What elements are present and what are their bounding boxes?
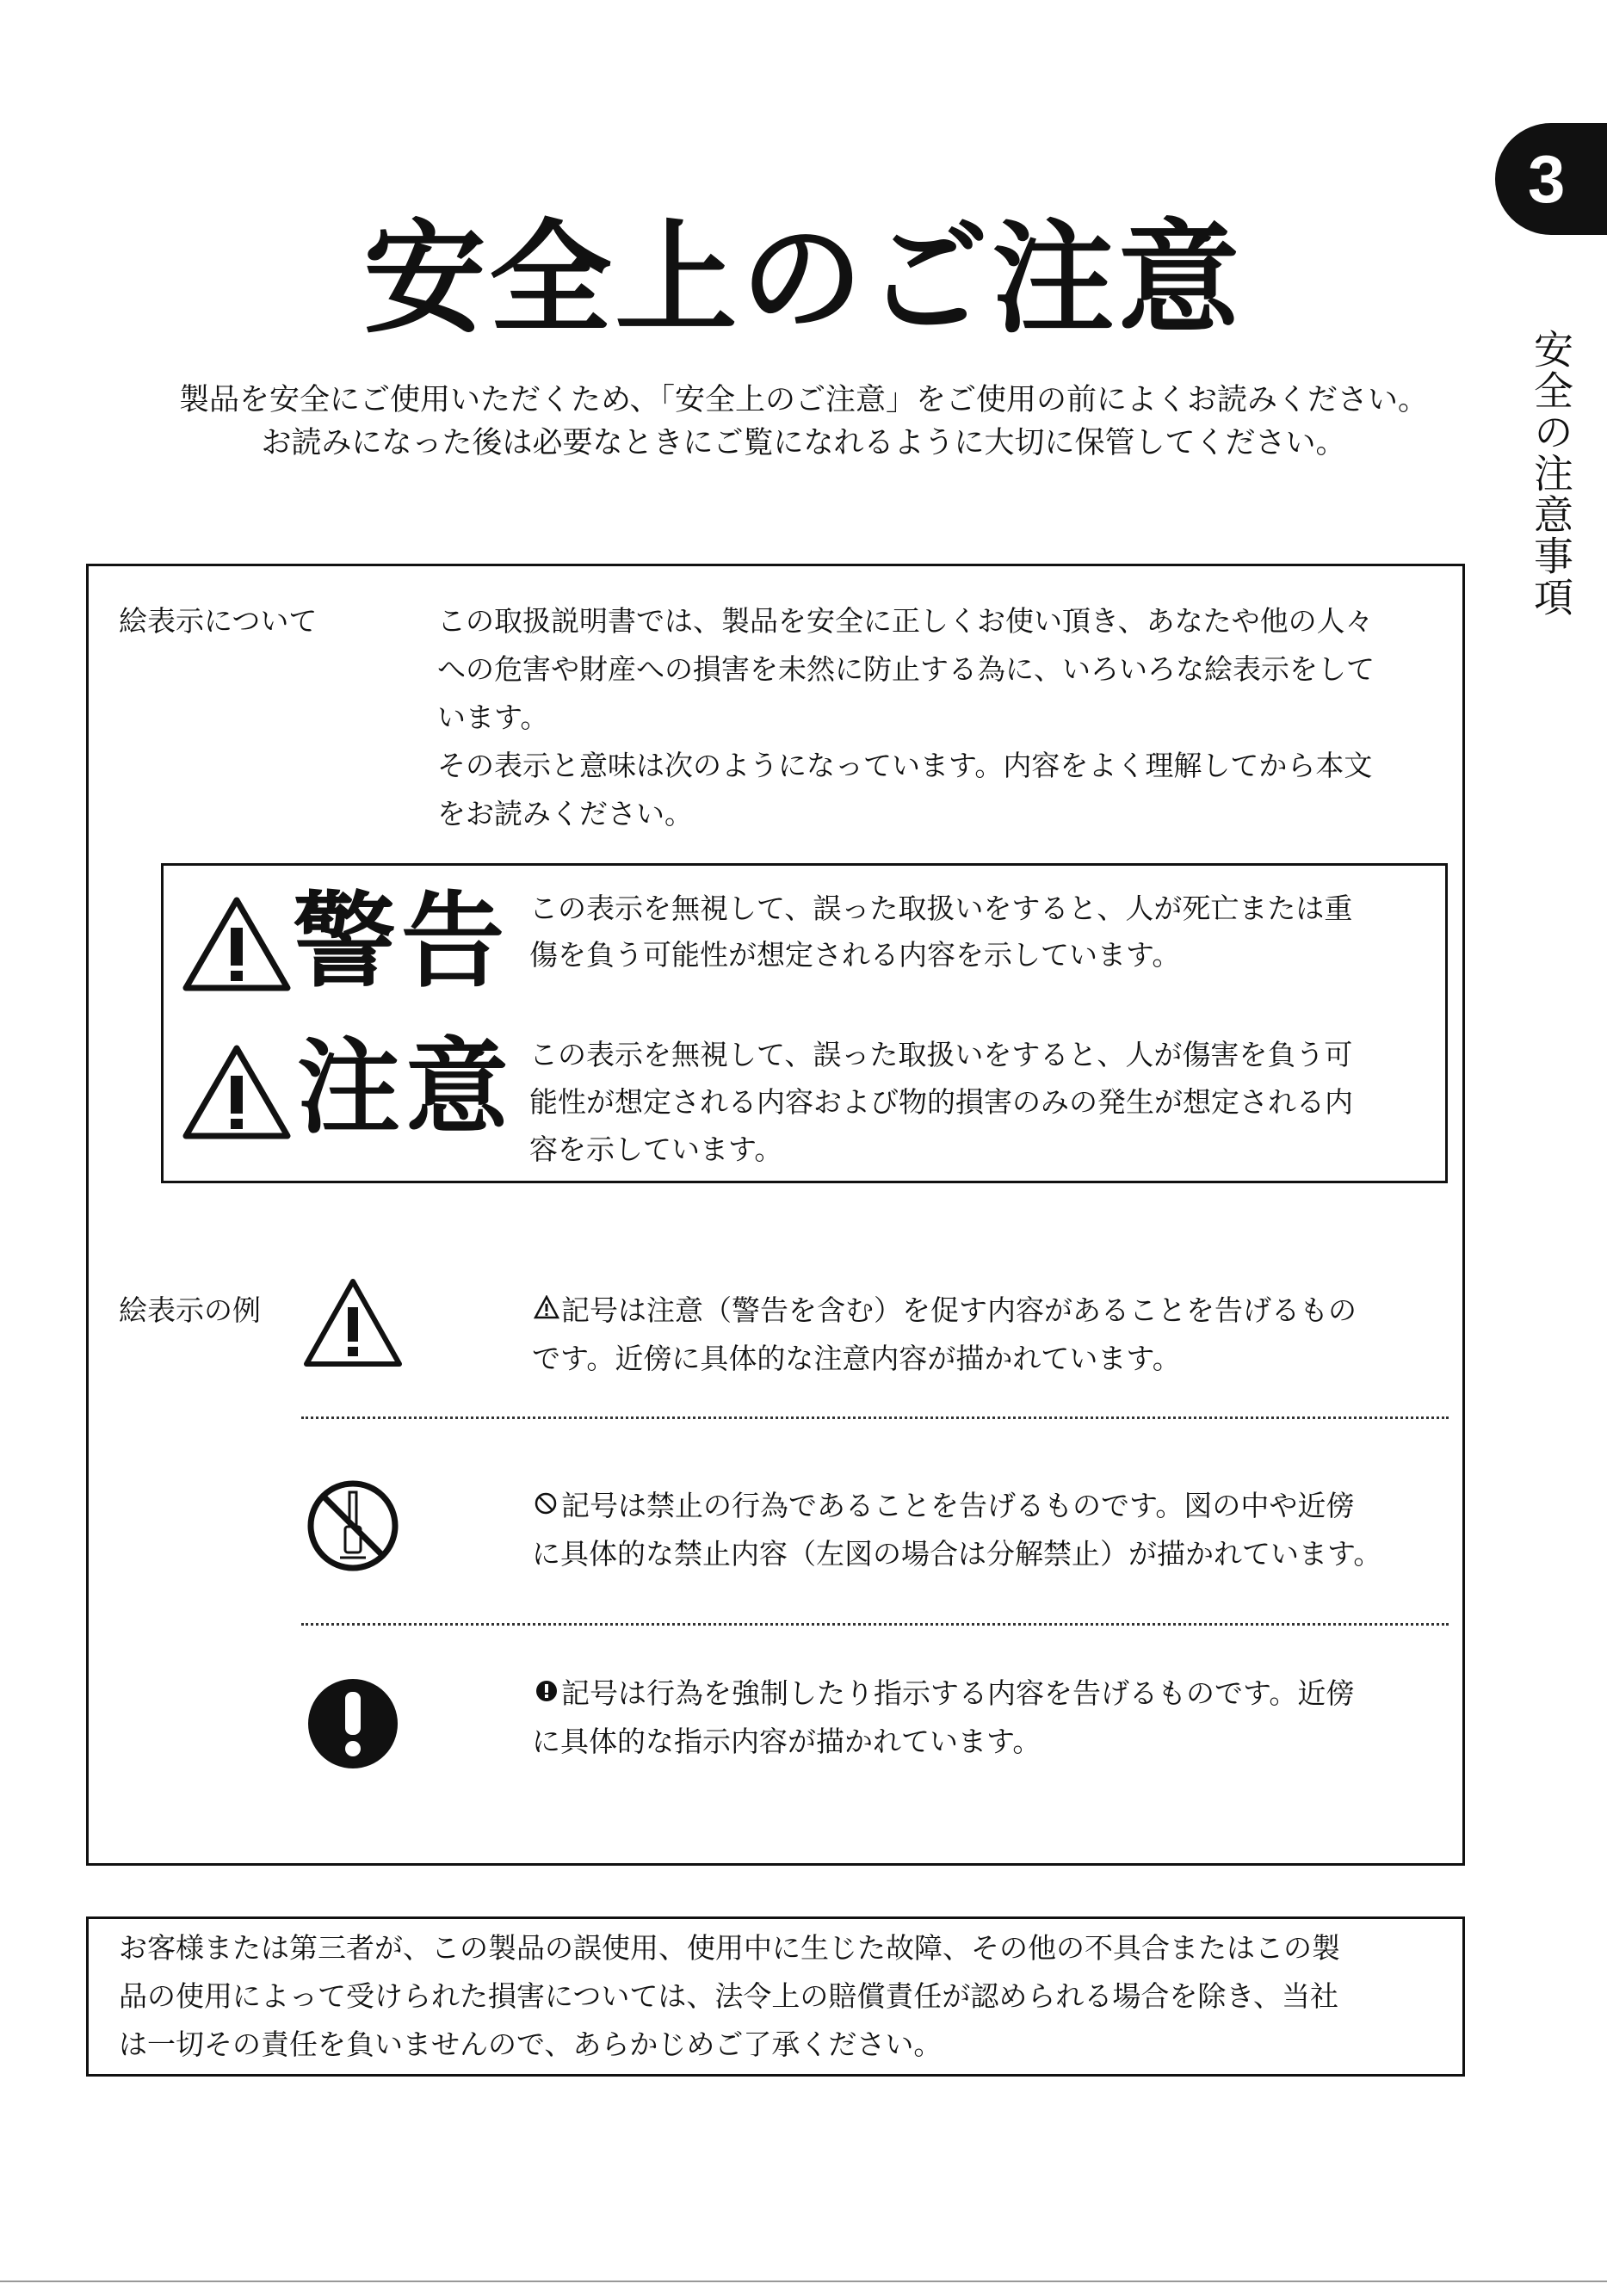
picture-display-line-4: その表示と意味は次のようになっています。内容をよく理解してから本文	[437, 749, 1373, 782]
picture-display-label: 絵表示について	[119, 604, 318, 638]
caution-line-2: 能性が想定される内容および物的損害のみの発生が想定される内	[529, 1085, 1353, 1119]
picture-display-line-1: この取扱説明書では、製品を安全に正しくお使い頂き、あなたや他の人々	[437, 604, 1374, 638]
example-triangle-line-1: 記号は注意（警告を含む）を促す内容があることを告げるもの	[561, 1293, 1357, 1327]
caution-line-1: この表示を無視して、誤った取扱いをすると、人が傷害を負う可	[529, 1038, 1353, 1071]
small-prohibition-icon	[534, 1491, 558, 1515]
page-title: 安全上のご注意	[363, 208, 1244, 350]
small-triangle-icon	[534, 1295, 559, 1319]
small-mandatory-icon	[535, 1680, 558, 1702]
example-mandatory-line-2: に具体的な指示内容が描かれています。	[532, 1725, 1041, 1758]
chapter-tab: 3	[1495, 123, 1607, 235]
examples-label: 絵表示の例	[119, 1293, 261, 1327]
caution-line-3: 容を示しています。	[529, 1133, 783, 1166]
example-prohibition-line-2: に具体的な禁止内容（左図の場合は分解禁止）が描かれています。	[532, 1537, 1382, 1571]
mandatory-action-icon	[306, 1676, 400, 1771]
chapter-side-label: 安全の注意事項	[1528, 329, 1574, 618]
warning-triangle-icon	[301, 1276, 405, 1371]
disclaimer-line-3: は一切その責任を負いませんので、あらかじめご了承ください。	[119, 2028, 943, 2061]
example-mandatory-line-1: 記号は行為を強制したり指示する内容を告げるものです。近傍	[561, 1676, 1355, 1710]
dotted-divider	[301, 1416, 1449, 1419]
caution-triangle-icon	[181, 1043, 293, 1142]
disclaimer-line-1: お客様または第三者が、この製品の誤使用、使用中に生じた故障、その他の不具合またはこの製	[119, 1931, 1340, 1965]
no-disassembly-icon	[306, 1478, 400, 1573]
intro-line-2: お読みになった後は必要なときにご覧になれるように大切に保管してください。	[261, 426, 1346, 460]
warning-line-2: 傷を負う可能性が想定される内容を示しています。	[529, 938, 1181, 972]
scan-edge-line	[0, 2281, 1607, 2282]
warning-line-1: この表示を無視して、誤った取扱いをすると、人が死亡または重	[529, 892, 1353, 925]
picture-display-line-5: をお読みください。	[437, 797, 693, 830]
warning-heading: 警告	[293, 882, 510, 1002]
dotted-divider	[301, 1623, 1449, 1626]
example-triangle-line-2: です。近傍に具体的な注意内容が描かれています。	[532, 1342, 1181, 1375]
picture-display-line-3: います。	[437, 701, 549, 734]
example-prohibition-line-1: 記号は禁止の行為であることを告げるものです。図の中や近傍	[561, 1489, 1355, 1522]
intro-line-1: 製品を安全にご使用いただくため、「安全上のご注意」をご使用の前によくお読みください。	[178, 383, 1429, 417]
picture-display-line-2: への危害や財産への損害を未然に防止する為に、いろいろな絵表示をして	[437, 652, 1375, 686]
warning-triangle-icon	[181, 895, 293, 994]
caution-heading: 注意	[297, 1028, 514, 1148]
disclaimer-line-2: 品の使用によって受けられた損害については、法令上の賠償責任が認められる場合を除き、当社	[119, 1979, 1339, 2013]
